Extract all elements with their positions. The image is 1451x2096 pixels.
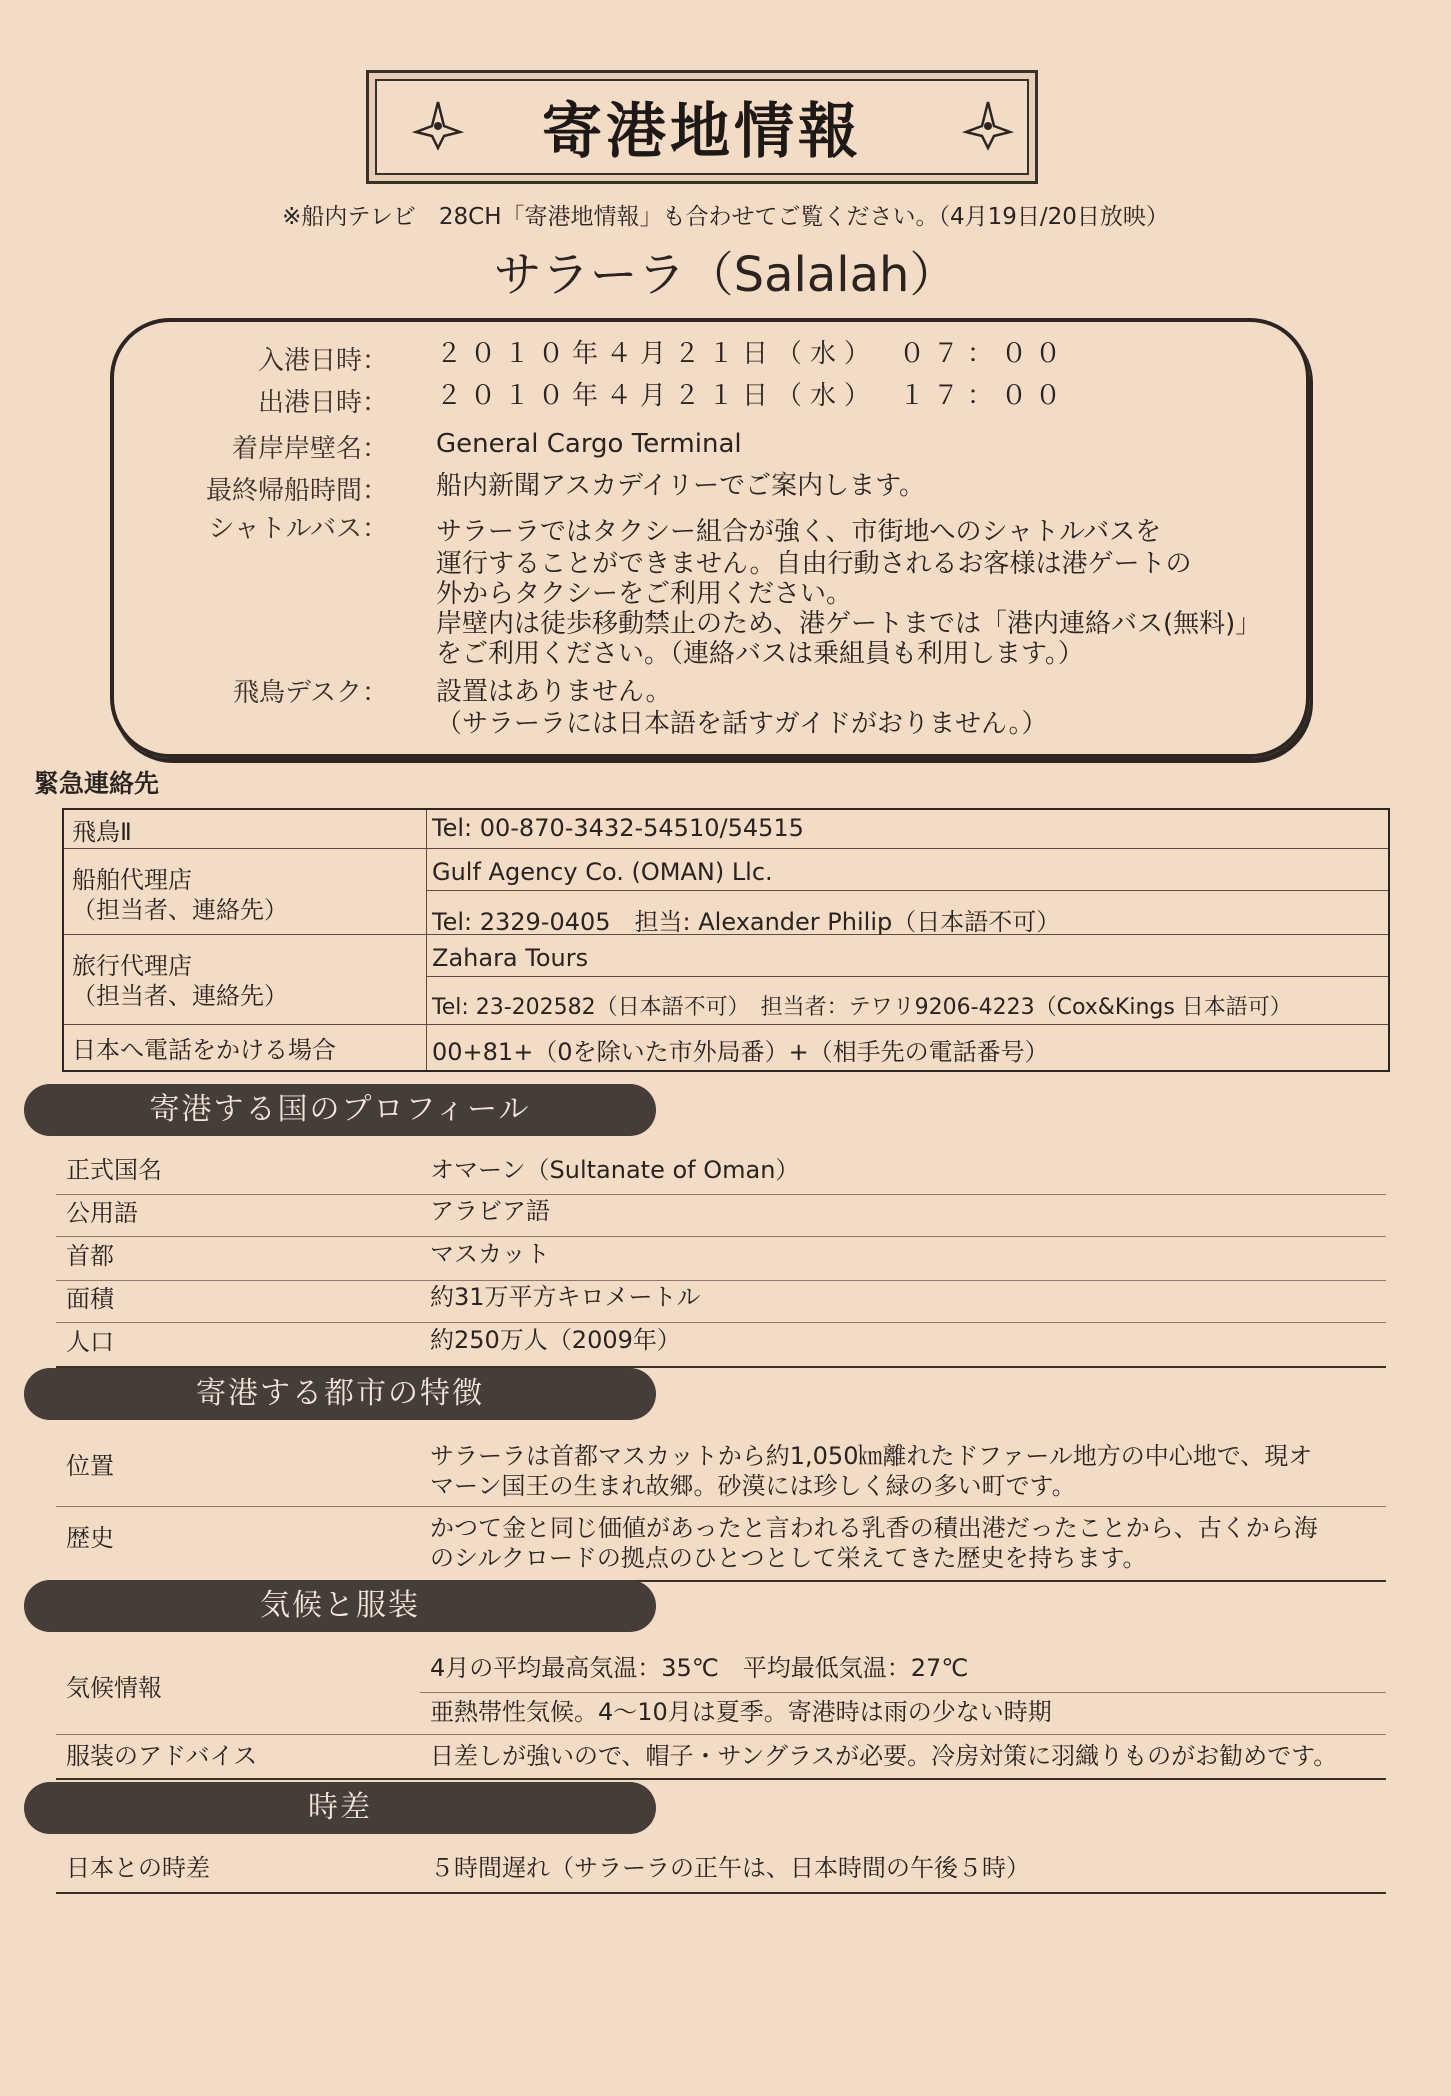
departure-label: 出港日時： — [257, 388, 388, 418]
shuttle-line-3: 外からタクシーをご利用ください。 — [436, 579, 853, 609]
agent-name: Gulf Agency Co. (OMAN) Llc. — [432, 858, 773, 886]
row-divider — [56, 1236, 1386, 1237]
port-name: サラーラ（Salalah） — [493, 247, 958, 303]
shuttle-line-4: 岸壁内は徒歩移動禁止のため、港ゲートまでは「港内連絡バス(無料)」 — [436, 609, 1262, 639]
agent-label-sub: （担当者、連絡先） — [72, 896, 288, 924]
profile-value: マスカット — [430, 1240, 550, 1268]
shuttle-line-1: サラーラではタクシー組合が強く、市街地へのシャトルバスを — [436, 517, 1162, 547]
location-line-2: マーン国王の生まれ故郷。砂漠には珍しく緑の多い町です。 — [430, 1472, 1076, 1500]
profile-label: 人口 — [66, 1328, 114, 1356]
profile-label: 正式国名 — [66, 1156, 162, 1184]
ship-label: 飛鳥Ⅱ — [72, 818, 132, 846]
travel-tel: Tel: 23-202582（日本語不可） 担当者：テワリ9206-4223（Cox&Kings 日本語可） — [432, 995, 1292, 1020]
timediff-label: 日本との時差 — [66, 1854, 210, 1882]
departure-value: ２０１０年４月２１日（水） １７：００ — [436, 381, 1070, 411]
location-line-1: サラーラは首都マスカットから約1,050㎞離れたドファール地方の中心地で、現オ — [430, 1442, 1313, 1470]
agent-tel: Tel: 2329-0405 担当: Alexander Philip（日本語不可） — [432, 908, 1061, 936]
call-japan-label: 日本へ電話をかける場合 — [72, 1036, 336, 1064]
agent-label: 船舶代理店 — [72, 866, 192, 894]
last-boarding-label: 最終帰船時間： — [205, 476, 388, 506]
history-line-2: のシルクロードの拠点のひとつとして栄えてきた歴史を持ちます。 — [430, 1544, 1147, 1572]
history-line-1: かつて金と同じ価値があったと言われる乳香の積出港だったことから、古くから海 — [430, 1514, 1318, 1542]
advice-label: 服装のアドバイス — [66, 1742, 258, 1770]
profile-value: 約31万平方キロメートル — [430, 1283, 701, 1311]
desk-line-2: （サラーラには日本語を話すガイドがおりません。） — [436, 709, 1048, 739]
profile-label: 面積 — [66, 1285, 114, 1313]
timediff-heading: 時差 — [24, 1782, 656, 1834]
profile-label: 公用語 — [66, 1199, 138, 1227]
row-divider — [56, 1734, 1386, 1735]
call-japan-value: 00+81+（0を除いた市外局番）+（相手先の電話番号） — [432, 1038, 1049, 1066]
emergency-heading: 緊急連絡先 — [34, 769, 160, 798]
ship-tel: Tel: 00-870-3432-54510/54515 — [432, 814, 804, 842]
desk-line-1: 設置はありません。 — [436, 677, 672, 707]
climate-temp: 4月の平均最高気温：35℃ 平均最低気温：27℃ — [430, 1654, 969, 1682]
section-divider — [56, 1892, 1386, 1894]
climate-heading: 気候と服装 — [24, 1580, 656, 1632]
travel-name: Zahara Tours — [432, 944, 589, 972]
travel-label: 旅行代理店 — [72, 952, 192, 980]
arrival-value: ２０１０年４月２１日（水） ０７：００ — [436, 339, 1070, 369]
row-divider — [420, 1692, 1386, 1693]
arrival-label: 入港日時： — [257, 346, 388, 376]
profile-value: アラビア語 — [430, 1197, 550, 1225]
profile-label: 首都 — [66, 1242, 114, 1270]
travel-label-sub: （担当者、連絡先） — [72, 982, 288, 1010]
row-divider — [56, 1280, 1386, 1281]
page-title: 寄港地情報 — [542, 97, 862, 167]
history-label: 歴史 — [66, 1524, 114, 1552]
berth-label: 着岸岸壁名： — [231, 434, 388, 464]
advice-value: 日差しが強いので、帽子・サングラスが必要。冷房対策に羽織りものがお勧めです。 — [430, 1742, 1338, 1770]
profile-heading: 寄港する国のプロフィール — [24, 1084, 656, 1136]
city-heading: 寄港する都市の特徴 — [24, 1368, 656, 1420]
row-divider — [56, 1322, 1386, 1323]
profile-value: オマーン（Sultanate of Oman） — [430, 1156, 800, 1184]
shuttle-line-2: 運行することができません。自由行動されるお客様は港ゲートの — [436, 549, 1192, 579]
timediff-value: ５時間遅れ（サラーラの正午は、日本時間の午後５時） — [430, 1854, 1030, 1882]
berth-value: General Cargo Terminal — [436, 429, 742, 459]
profile-value: 約250万人（2009年） — [430, 1326, 681, 1354]
desk-label: 飛鳥デスク： — [233, 678, 388, 708]
last-boarding-value: 船内新聞アスカデイリーでご案内します。 — [436, 471, 926, 501]
climate-season: 亜熱帯性気候。4～10月は夏季。寄港時は雨の少ない時期 — [430, 1698, 1052, 1726]
climate-info-label: 気候情報 — [66, 1674, 162, 1702]
shuttle-line-5: をご利用ください。（連絡バスは乗組員も利用します。） — [436, 639, 1084, 669]
row-divider — [56, 1506, 1386, 1507]
shuttle-label: シャトルバス： — [208, 514, 388, 544]
location-label: 位置 — [66, 1452, 114, 1480]
row-divider — [56, 1194, 1386, 1195]
tv-notice: ※船内テレビ 28CH「寄港地情報」も合わせてご覧ください。（4月19日/20日放映） — [282, 204, 1169, 230]
section-divider — [56, 1778, 1386, 1780]
